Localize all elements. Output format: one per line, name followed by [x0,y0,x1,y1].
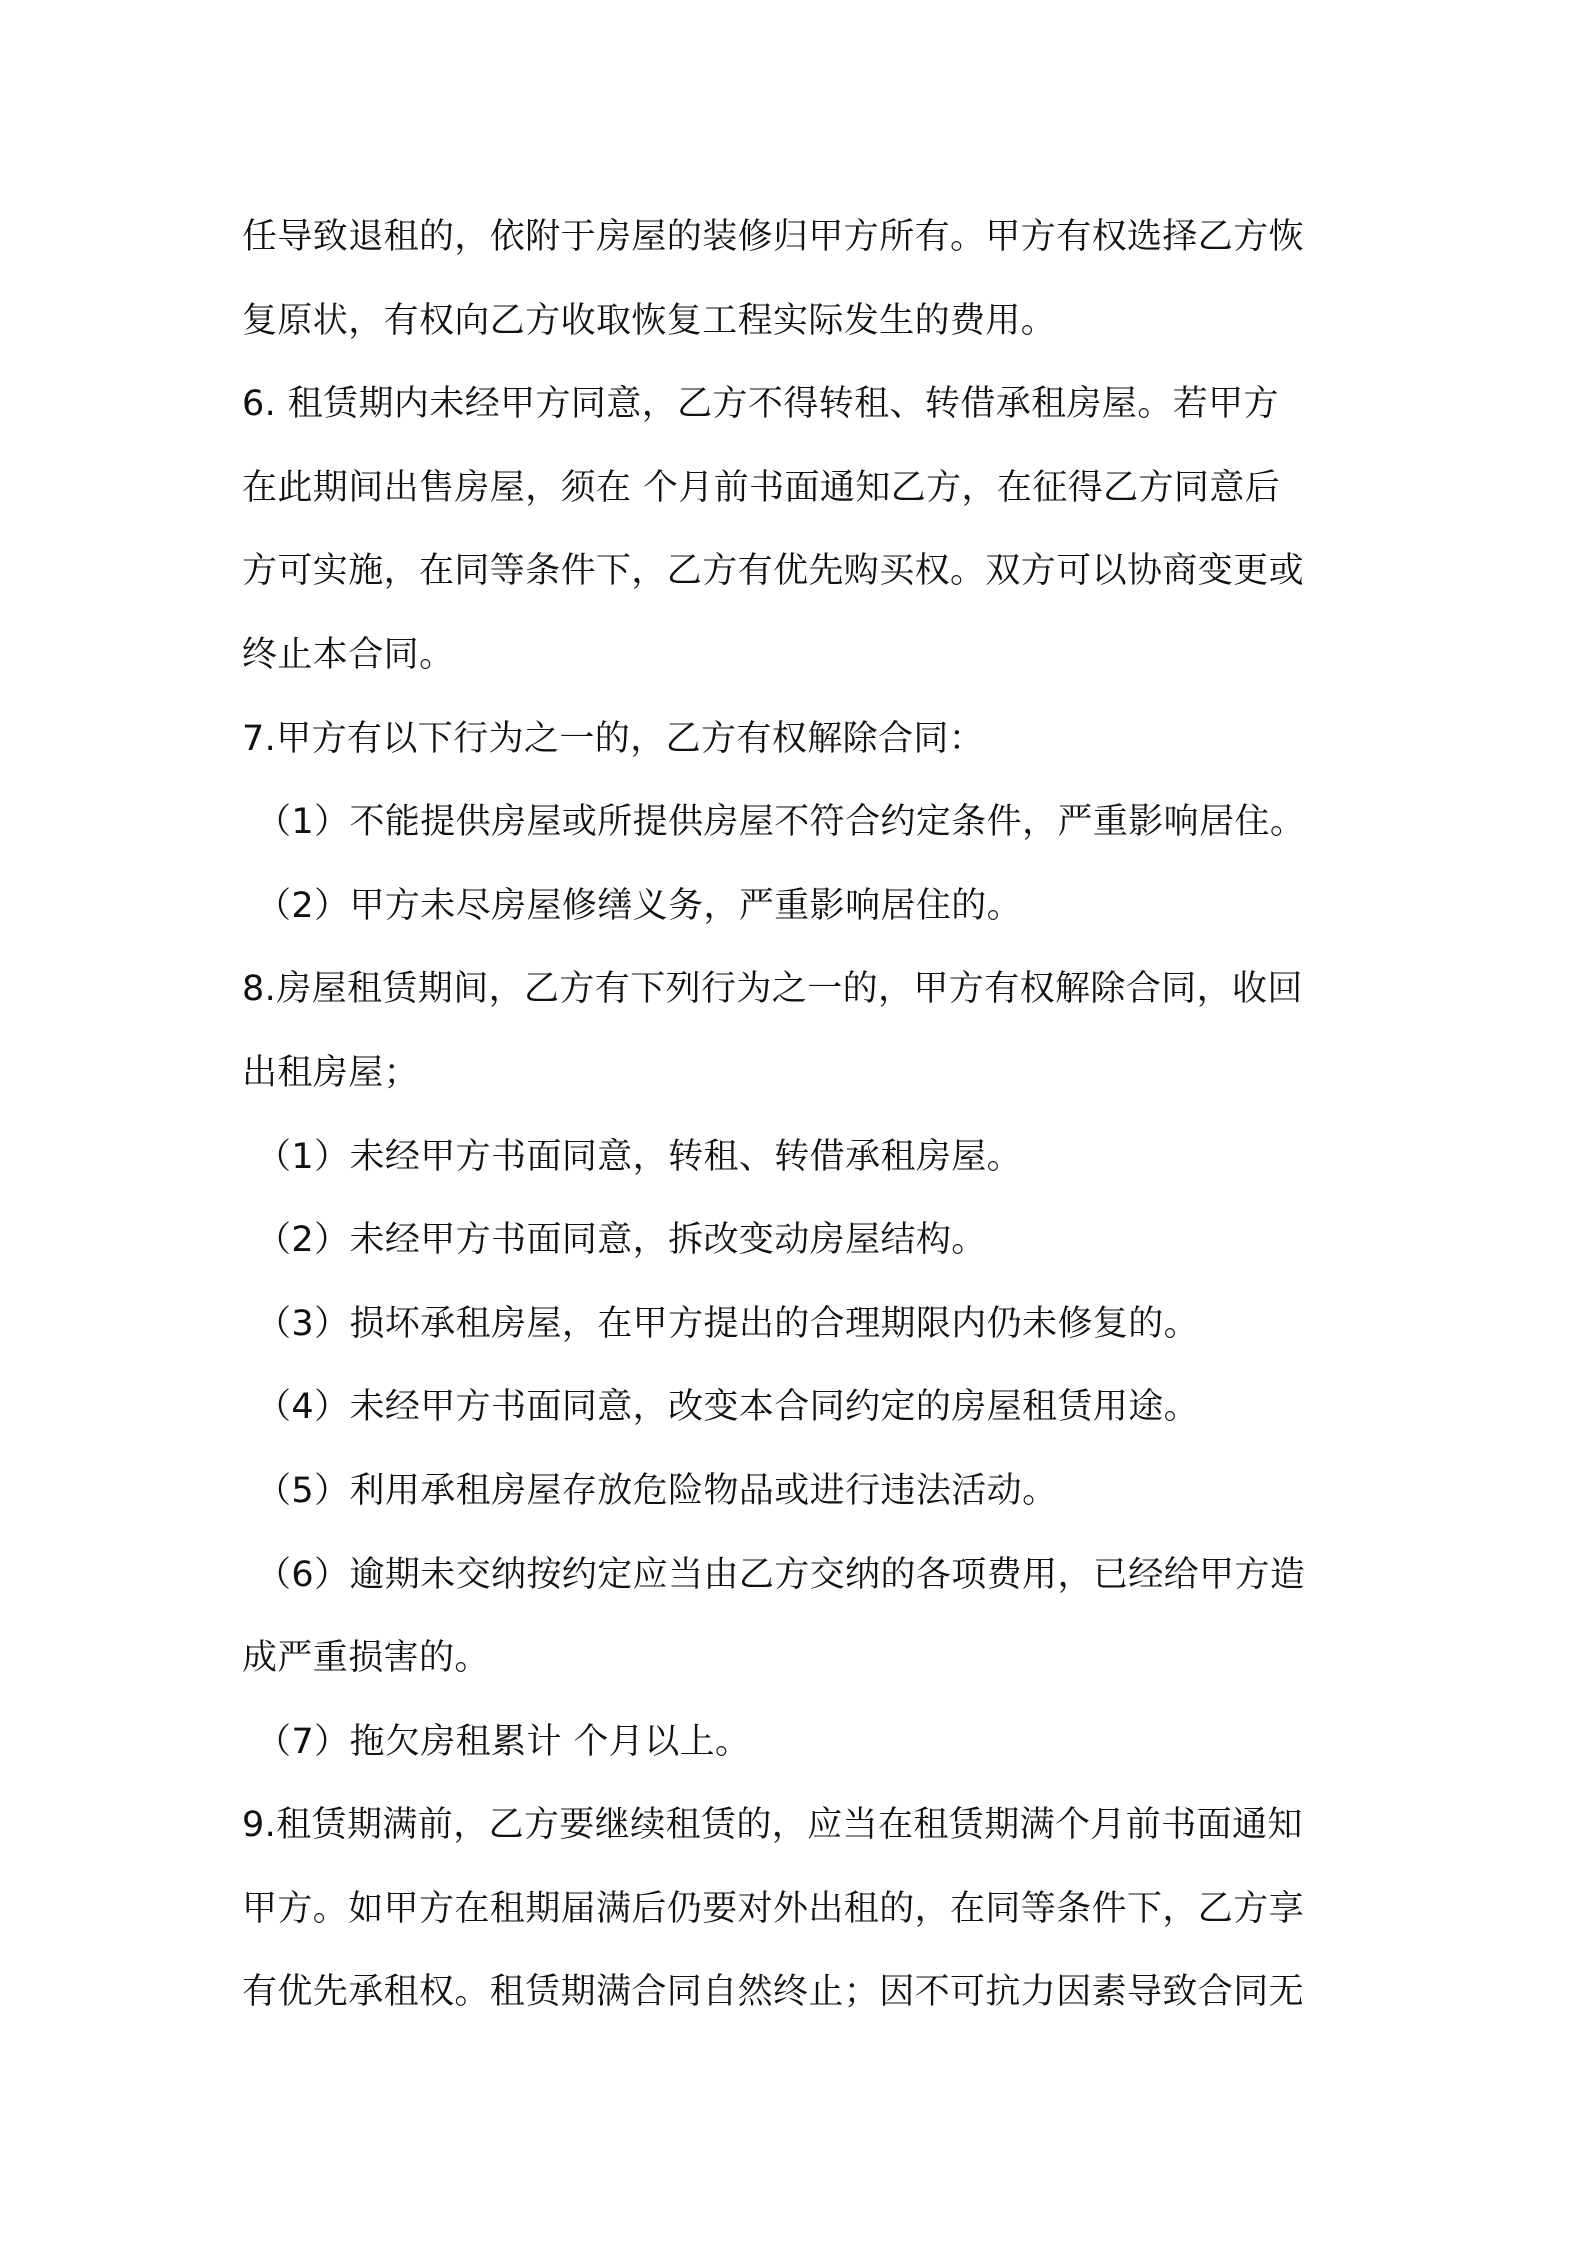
clause-9-line: 9.租赁期满前，乙方要继续租赁的，应当在租赁期满个月前书面通知 [242,1805,1303,1846]
clause-8-line: 8.房屋租赁期间，乙方有下列行为之一的，甲方有权解除合同，收回 [242,969,1303,1010]
text-line: 方可实施，在同等条件下，乙方有优先购买权。双方可以协商变更或 [242,551,1305,592]
text-line: 任导致退租的，依附于房屋的装修归甲方所有。甲方有权选择乙方恢 [242,217,1305,257]
list-item: （2）甲方未尽房屋修缮义务，严重影响居住的。 [256,885,1023,926]
text-line: 出租房屋； [242,1052,420,1093]
text-line: 终止本合同。 [242,634,455,675]
list-item: （7）拖欠房租累计 个月以上。 [256,1721,751,1762]
list-item: （2）未经甲方书面同意，拆改变动房屋结构。 [256,1220,987,1261]
contract-text [242,196,1362,2035]
list-item: （1）不能提供房屋或所提供房屋不符合约定条件，严重影响居住。 [256,802,1306,843]
list-item: （6）逾期未交纳按约定应当由乙方交纳的各项费用，已经给甲方造 [256,1554,1306,1595]
list-item: （1）未经甲方书面同意，转租、转借承租房屋。 [256,1136,1023,1177]
clause-6-line: 6. 租赁期内未经甲方同意，乙方不得转租、转借承租房屋。若甲方 [242,384,1279,425]
text-line: 成严重损害的。 [242,1638,490,1679]
list-item: （5）利用承租房屋存放危险物品或进行违法活动。 [256,1470,1058,1511]
list-item: （4）未经甲方书面同意，改变本合同约定的房屋租赁用途。 [256,1387,1200,1428]
clause-7-line: 7.甲方有以下行为之一的，乙方有权解除合同： [242,718,985,759]
text-line: 甲方。如甲方在租期届满后仍要对外出租的，在同等条件下，乙方享 [242,1888,1305,1929]
text-line: 有优先承租权。租赁期满合同自然终止；因不可抗力因素导致合同无 [242,1972,1305,2013]
text-line: 复原状，有权向乙方收取恢复工程实际发生的费用。 [242,300,1057,341]
text-line: 在此期间出售房屋，须在 个月前书面通知乙方，在征得乙方同意后 [242,467,1281,508]
list-item: （3）损坏承租房屋，在甲方提出的合理期限内仍未修复的。 [256,1303,1200,1344]
